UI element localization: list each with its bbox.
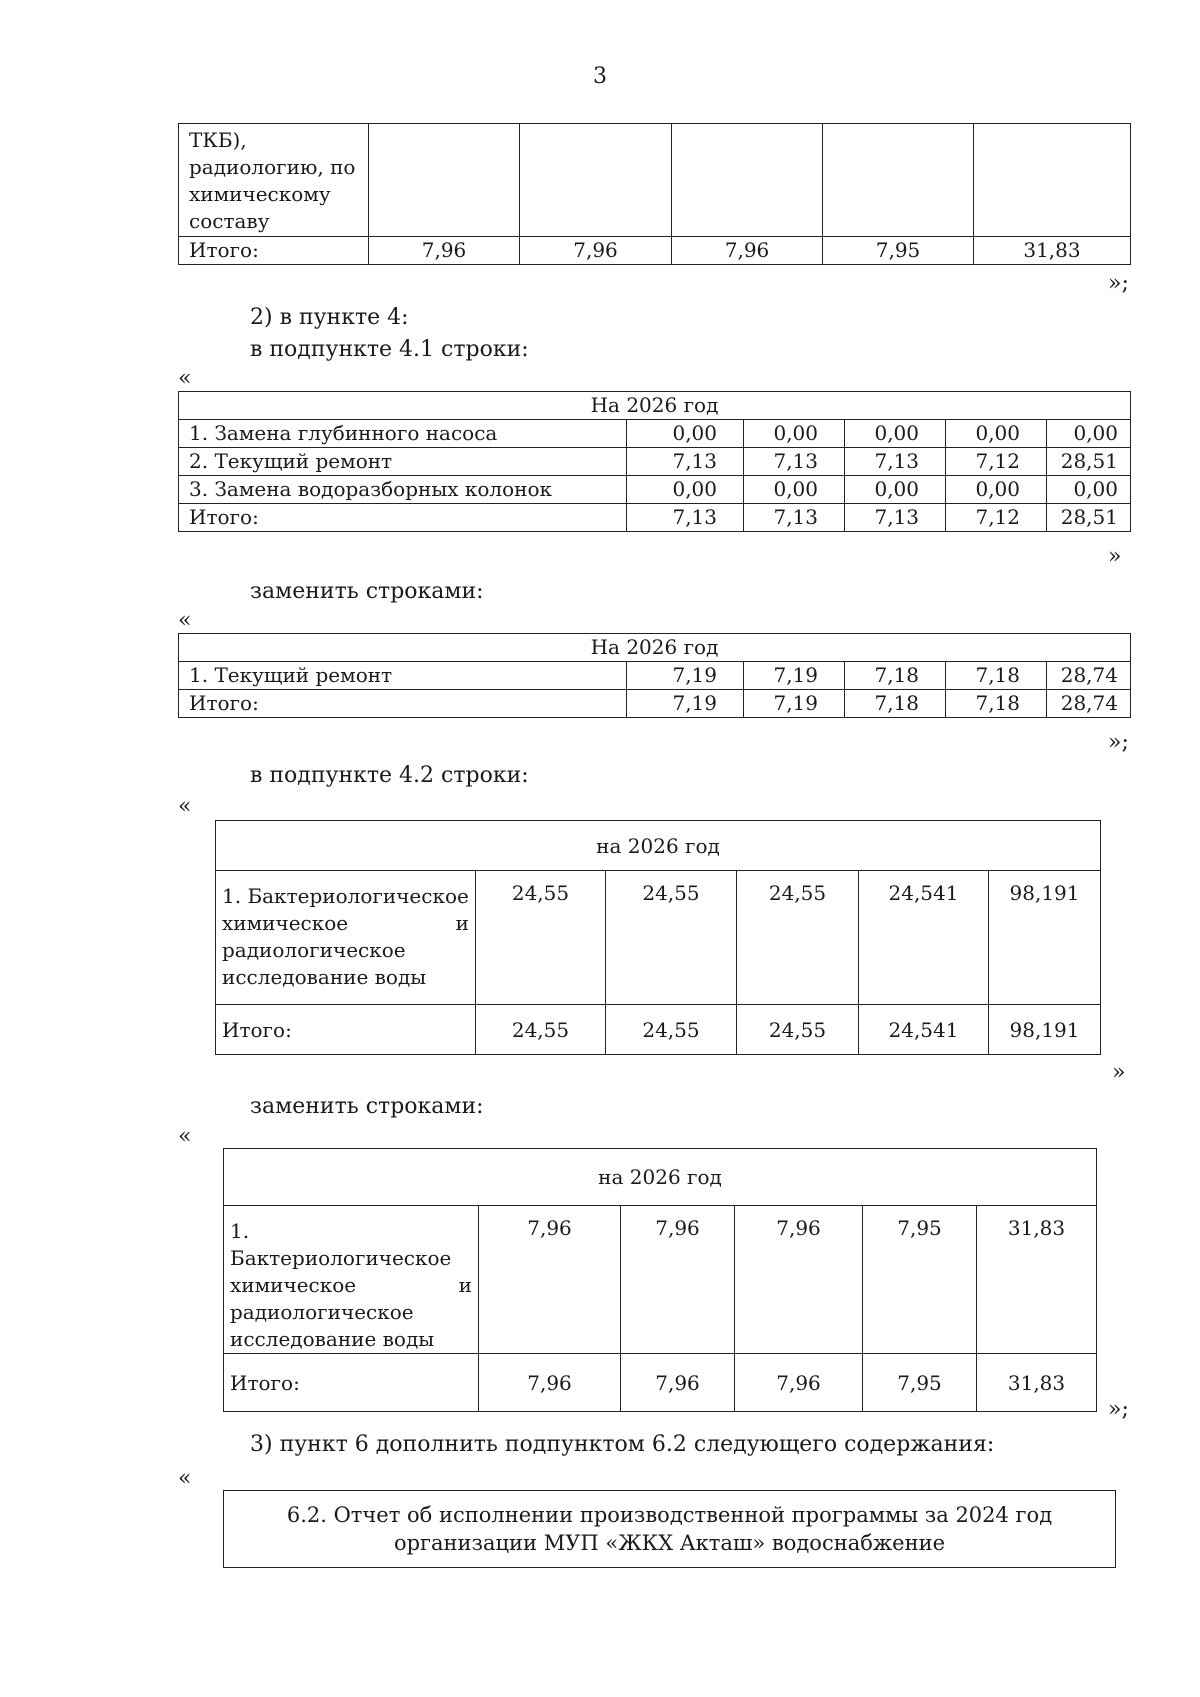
table-row [179,448,1131,476]
row-label: Итого: [179,690,627,718]
table-cell: 0,00 [1047,476,1131,504]
table-cell: 7,13 [627,448,744,476]
table-cell: 24,541 [859,871,989,1005]
table-row [179,420,1131,448]
table-cell: 0,00 [744,476,845,504]
table-cell: 7,95 [863,1354,977,1412]
table-4-1-new [178,633,1131,718]
row-label: 3. Замена водоразборных колонок [179,476,627,504]
table-cell: 28,74 [1047,662,1131,690]
table-row [216,871,1101,1005]
table-4-2-old [215,820,1101,1055]
table-cell: 24,55 [476,871,606,1005]
table-cell: 31,83 [977,1206,1097,1354]
label-word: и [458,1273,472,1297]
table-cell: 24,55 [476,1005,606,1055]
table-cell: 7,96 [672,237,823,265]
table-cell: 7,13 [627,504,744,532]
table-cell: 7,19 [744,690,845,718]
opening-quote: « [178,1124,192,1149]
closing-quote: » [1112,1060,1126,1085]
table-cell: 7,13 [845,504,946,532]
label-line: радиологическое [230,1300,414,1324]
table-cell: 7,18 [845,662,946,690]
table-cell: 24,55 [606,1005,737,1055]
row-label [179,124,369,237]
year-header: На 2026 год [179,392,1131,420]
table-cell: 7,95 [863,1206,977,1354]
total-label: Итого: [224,1354,479,1412]
total-label: Итого: [179,237,369,265]
table-cell: 28,74 [1047,690,1131,718]
table-cell: 7,96 [735,1354,863,1412]
table-cell: 7,96 [520,237,672,265]
table-cell: 24,541 [859,1005,989,1055]
label-line [230,1272,472,1299]
table-row [179,476,1131,504]
row-label: 1. Замена глубинного насоса [179,420,627,448]
table-cell: 98,191 [989,1005,1101,1055]
label-line: исследование воды [230,1327,435,1351]
table-cell: 7,18 [946,690,1047,718]
label-line: составу [189,209,270,233]
table-cell: 0,00 [627,476,744,504]
row-label: Итого: [179,504,627,532]
page-number: 3 [593,64,607,89]
table-cell: 28,51 [1047,504,1131,532]
table-cell: 7,96 [369,237,520,265]
table-row [179,662,1131,690]
table-cell: 7,96 [479,1354,621,1412]
table-row [224,1491,1116,1568]
table-row [179,124,1131,237]
table-cell [369,124,520,237]
table-cell: 0,00 [1047,420,1131,448]
table-row [216,1005,1101,1055]
table-cell: 0,00 [627,420,744,448]
closing-quote: »; [1108,730,1129,755]
table-cell: 7,18 [845,690,946,718]
opening-quote: « [178,794,192,819]
paragraph-subpoint-4-1: в подпункте 4.1 строки: [250,337,529,362]
table-cell: 7,12 [946,448,1047,476]
opening-quote: « [178,608,192,633]
table-cell: 7,13 [744,448,845,476]
label-line: радиологию, по [189,155,356,179]
label-word: и [455,911,469,935]
row-label: 2. Текущий ремонт [179,448,627,476]
table-cell: 7,96 [621,1354,735,1412]
table-cell [823,124,974,237]
box-title-line: организации МУП «ЖКХ Акташ» водоснабжение [393,1531,946,1555]
table-row [179,634,1131,662]
table-cell: 24,55 [737,871,859,1005]
opening-quote: « [178,1466,192,1491]
row-label [224,1206,479,1354]
table-row [179,237,1131,265]
paragraph-replace: заменить строками: [250,579,484,604]
row-label: 1. Текущий ремонт [179,662,627,690]
table-row [179,690,1131,718]
year-header: На 2026 год [179,634,1131,662]
subpoint-6-2-box [223,1490,1116,1568]
table-cell: 0,00 [845,476,946,504]
table-cell: 28,51 [1047,448,1131,476]
table-cell: 7,95 [823,237,974,265]
table-cell: 98,191 [989,871,1101,1005]
table-cell: 0,00 [845,420,946,448]
box-cell [224,1491,1116,1568]
table-cell [672,124,823,237]
closing-quote: » [1108,544,1122,569]
opening-quote: « [178,366,192,391]
label-line: 1. Бактериологическое [222,884,469,908]
table-cell: 7,13 [744,504,845,532]
label-line: радиологическое [222,938,406,962]
closing-quote: »; [1108,1397,1129,1422]
label-word: химическое [230,1273,357,1297]
total-label: Итого: [216,1005,476,1055]
table-cell: 0,00 [744,420,845,448]
label-line: исследование воды [222,965,427,989]
table-row [179,504,1131,532]
table-cell: 7,96 [735,1206,863,1354]
label-word: химическое [222,911,349,935]
paragraph-replace: заменить строками: [250,1094,484,1119]
year-header: на 2026 год [224,1149,1097,1206]
table-cell: 24,55 [606,871,737,1005]
table-row [216,821,1101,871]
table-row [224,1354,1097,1412]
row-label [216,871,476,1005]
table-row [224,1206,1097,1354]
year-header: на 2026 год [216,821,1101,871]
table-cell: 7,96 [479,1206,621,1354]
table-cell: 7,19 [627,690,744,718]
table-cell: 7,19 [627,662,744,690]
table-continuation [178,123,1131,265]
label-line: химическому [189,182,331,206]
table-4-1-old [178,391,1131,532]
table-cell: 0,00 [946,420,1047,448]
table-cell: 7,12 [946,504,1047,532]
table-row [224,1149,1097,1206]
table-cell [974,124,1131,237]
paragraph-point-3: 3) пункт 6 дополнить подпунктом 6.2 следующего содержания: [250,1432,995,1457]
table-row [179,392,1131,420]
table-cell: 7,18 [946,662,1047,690]
table-cell: 7,96 [621,1206,735,1354]
paragraph-subpoint-4-2: в подпункте 4.2 строки: [250,763,529,788]
label-line: 1. Бактериологическое [230,1219,452,1270]
table-cell [520,124,672,237]
label-line: ТКБ), [189,128,247,152]
table-cell: 31,83 [974,237,1131,265]
table-cell: 7,13 [845,448,946,476]
table-cell: 0,00 [946,476,1047,504]
closing-quote: »; [1108,271,1129,296]
table-cell: 31,83 [977,1354,1097,1412]
paragraph-point-2: 2) в пункте 4: [250,305,409,330]
table-4-2-new [223,1148,1097,1412]
table-cell: 24,55 [737,1005,859,1055]
label-line [222,910,469,937]
box-title-line: 6.2. Отчет об исполнении производственной программы за 2024 год [286,1503,1053,1527]
table-cell: 7,19 [744,662,845,690]
